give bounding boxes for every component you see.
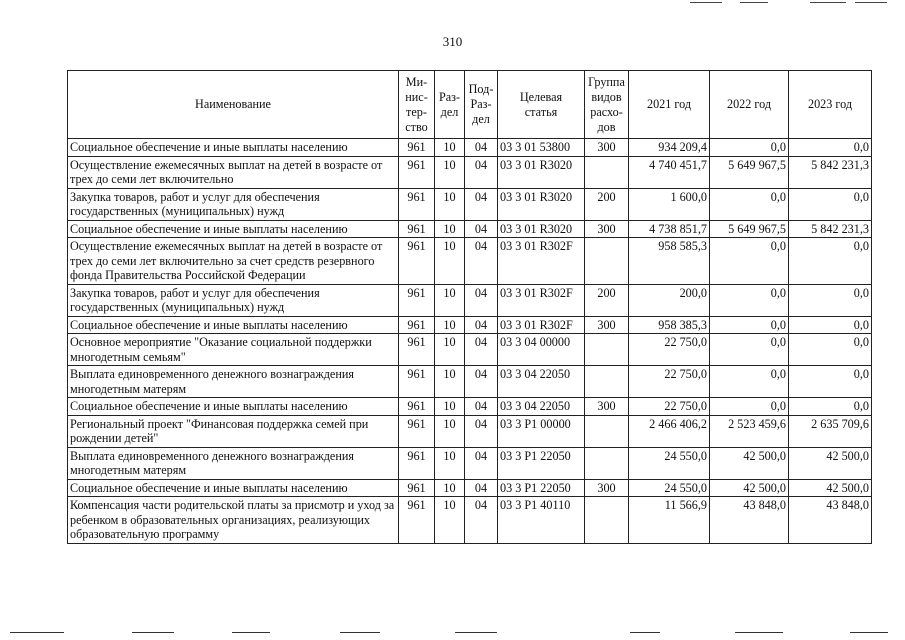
table-row — [68, 447, 872, 479]
header-2021: 2021 год — [629, 71, 710, 139]
cell-expense-group — [585, 238, 629, 285]
header-target-article: Целевая статья — [498, 71, 585, 139]
cell-ministry: 961 — [399, 238, 435, 285]
scan-artifact-line — [740, 2, 768, 3]
budget-table — [67, 70, 872, 544]
cell-name: Компенсация части родительской платы за присмотр и уход за ребенком в образовательных организациях, реализующих образовательную программу — [68, 497, 399, 544]
table-row — [68, 334, 872, 366]
cell-ministry: 961 — [399, 398, 435, 416]
cell-ministry: 961 — [399, 415, 435, 447]
header-ministry: Ми- нис- тер- ство — [399, 71, 435, 139]
table-row — [68, 479, 872, 497]
cell-expense-group: 300 — [585, 398, 629, 416]
cell-subsection: 04 — [465, 447, 498, 479]
cell-subsection: 04 — [465, 415, 498, 447]
cell-subsection: 04 — [465, 366, 498, 398]
cell-subsection: 04 — [465, 220, 498, 238]
cell-2022: 0,0 — [710, 188, 789, 220]
cell-expense-group: 300 — [585, 479, 629, 497]
cell-2023: 5 842 231,3 — [789, 220, 872, 238]
scan-artifact-line — [132, 632, 174, 633]
cell-2022: 42 500,0 — [710, 447, 789, 479]
table-row — [68, 398, 872, 416]
cell-2023: 42 500,0 — [789, 479, 872, 497]
cell-name: Социальное обеспечение и иные выплаты населению — [68, 220, 399, 238]
cell-section: 10 — [435, 284, 465, 316]
cell-2023: 0,0 — [789, 316, 872, 334]
scan-artifact-line — [232, 632, 270, 633]
table-row — [68, 284, 872, 316]
cell-2022: 5 649 967,5 — [710, 220, 789, 238]
cell-2022: 43 848,0 — [710, 497, 789, 544]
scan-artifact-line — [735, 632, 783, 633]
cell-ministry: 961 — [399, 284, 435, 316]
cell-2021: 2 466 406,2 — [629, 415, 710, 447]
table-row — [68, 366, 872, 398]
scan-artifact-line — [455, 632, 497, 633]
cell-section: 10 — [435, 188, 465, 220]
cell-name: Социальное обеспечение и иные выплаты населению — [68, 398, 399, 416]
cell-target-article: 03 3 01 R3020 — [498, 188, 585, 220]
cell-2021: 11 566,9 — [629, 497, 710, 544]
table-row — [68, 497, 872, 544]
cell-target-article: 03 3 04 22050 — [498, 398, 585, 416]
scan-artifact-line — [850, 632, 888, 633]
scan-artifact-line — [10, 632, 64, 633]
cell-subsection: 04 — [465, 479, 498, 497]
cell-2023: 2 635 709,6 — [789, 415, 872, 447]
cell-subsection: 04 — [465, 316, 498, 334]
cell-2021: 200,0 — [629, 284, 710, 316]
cell-name: Осуществление ежемесячных выплат на детей в возрасте от трех до семи лет включительно за счет средств резервного фонда Правительства Российской Федерации — [68, 238, 399, 285]
cell-ministry: 961 — [399, 220, 435, 238]
cell-2022: 0,0 — [710, 334, 789, 366]
scan-artifact-line — [855, 2, 887, 3]
cell-2023: 0,0 — [789, 366, 872, 398]
cell-2022: 42 500,0 — [710, 479, 789, 497]
cell-section: 10 — [435, 497, 465, 544]
cell-section: 10 — [435, 316, 465, 334]
cell-target-article: 03 3 01 R3020 — [498, 220, 585, 238]
cell-section: 10 — [435, 238, 465, 285]
cell-target-article: 03 3 P1 40110 — [498, 497, 585, 544]
table-row — [68, 139, 872, 157]
cell-2021: 958 385,3 — [629, 316, 710, 334]
cell-name: Закупка товаров, работ и услуг для обеспечения государственных (муниципальных) нужд — [68, 284, 399, 316]
cell-name: Выплата единовременного денежного вознаграждения многодетным матерям — [68, 366, 399, 398]
table-header-row — [68, 71, 872, 139]
cell-2021: 22 750,0 — [629, 366, 710, 398]
cell-target-article: 03 3 P1 00000 — [498, 415, 585, 447]
cell-expense-group — [585, 156, 629, 188]
cell-2022: 0,0 — [710, 238, 789, 285]
cell-expense-group — [585, 447, 629, 479]
cell-section: 10 — [435, 415, 465, 447]
header-subsection: Под- Раз- дел — [465, 71, 498, 139]
header-expense-group: Группа видов расхо- дов — [585, 71, 629, 139]
cell-name: Выплата единовременного денежного вознаграждения многодетным матерям — [68, 447, 399, 479]
cell-2021: 22 750,0 — [629, 334, 710, 366]
cell-expense-group: 200 — [585, 188, 629, 220]
cell-2021: 22 750,0 — [629, 398, 710, 416]
cell-expense-group: 300 — [585, 220, 629, 238]
cell-2023: 0,0 — [789, 238, 872, 285]
table-row — [68, 415, 872, 447]
cell-subsection: 04 — [465, 156, 498, 188]
table-row — [68, 238, 872, 285]
cell-name: Социальное обеспечение и иные выплаты населению — [68, 316, 399, 334]
cell-ministry: 961 — [399, 316, 435, 334]
cell-2021: 24 550,0 — [629, 447, 710, 479]
cell-ministry: 961 — [399, 334, 435, 366]
cell-ministry: 961 — [399, 366, 435, 398]
cell-2022: 0,0 — [710, 316, 789, 334]
cell-ministry: 961 — [399, 497, 435, 544]
cell-ministry: 961 — [399, 188, 435, 220]
cell-subsection: 04 — [465, 334, 498, 366]
header-name: Наименование — [68, 71, 399, 139]
cell-expense-group — [585, 366, 629, 398]
cell-target-article: 03 3 P1 22050 — [498, 479, 585, 497]
cell-subsection: 04 — [465, 139, 498, 157]
cell-2021: 934 209,4 — [629, 139, 710, 157]
cell-expense-group: 300 — [585, 139, 629, 157]
cell-2022: 0,0 — [710, 398, 789, 416]
cell-target-article: 03 3 01 R302F — [498, 316, 585, 334]
cell-2022: 0,0 — [710, 366, 789, 398]
cell-2021: 1 600,0 — [629, 188, 710, 220]
scan-artifact-line — [810, 2, 846, 3]
cell-section: 10 — [435, 447, 465, 479]
cell-target-article: 03 3 04 00000 — [498, 334, 585, 366]
cell-target-article: 03 3 01 53800 — [498, 139, 585, 157]
cell-2023: 0,0 — [789, 398, 872, 416]
cell-name: Закупка товаров, работ и услуг для обеспечения государственных (муниципальных) нужд — [68, 188, 399, 220]
cell-expense-group: 300 — [585, 316, 629, 334]
cell-2023: 5 842 231,3 — [789, 156, 872, 188]
header-2023: 2023 год — [789, 71, 872, 139]
cell-ministry: 961 — [399, 139, 435, 157]
scan-artifact-line — [630, 632, 660, 633]
cell-section: 10 — [435, 479, 465, 497]
cell-2022: 2 523 459,6 — [710, 415, 789, 447]
cell-2023: 0,0 — [789, 139, 872, 157]
scan-artifact-line — [340, 632, 380, 633]
cell-2023: 0,0 — [789, 284, 872, 316]
cell-target-article: 03 3 01 R3020 — [498, 156, 585, 188]
table-row — [68, 316, 872, 334]
cell-2021: 4 738 851,7 — [629, 220, 710, 238]
cell-section: 10 — [435, 366, 465, 398]
table-row — [68, 188, 872, 220]
cell-2022: 5 649 967,5 — [710, 156, 789, 188]
cell-name: Социальное обеспечение и иные выплаты населению — [68, 479, 399, 497]
cell-target-article: 03 3 P1 22050 — [498, 447, 585, 479]
cell-2023: 0,0 — [789, 334, 872, 366]
cell-section: 10 — [435, 220, 465, 238]
cell-subsection: 04 — [465, 398, 498, 416]
cell-section: 10 — [435, 334, 465, 366]
cell-name: Социальное обеспечение и иные выплаты населению — [68, 139, 399, 157]
cell-ministry: 961 — [399, 156, 435, 188]
cell-expense-group: 200 — [585, 284, 629, 316]
cell-subsection: 04 — [465, 238, 498, 285]
cell-ministry: 961 — [399, 447, 435, 479]
cell-name: Региональный проект "Финансовая поддержка семей при рождении детей" — [68, 415, 399, 447]
cell-2022: 0,0 — [710, 284, 789, 316]
cell-target-article: 03 3 04 22050 — [498, 366, 585, 398]
cell-subsection: 04 — [465, 497, 498, 544]
page-number: 310 — [442, 34, 463, 49]
header-section: Раз- дел — [435, 71, 465, 139]
cell-name: Осуществление ежемесячных выплат на детей в возрасте от трех до семи лет включительно — [68, 156, 399, 188]
cell-section: 10 — [435, 398, 465, 416]
cell-2022: 0,0 — [710, 139, 789, 157]
cell-section: 10 — [435, 156, 465, 188]
cell-subsection: 04 — [465, 284, 498, 316]
cell-expense-group — [585, 415, 629, 447]
cell-2023: 42 500,0 — [789, 447, 872, 479]
cell-target-article: 03 3 01 R302F — [498, 284, 585, 316]
table-row — [68, 156, 872, 188]
scan-artifact-line — [690, 2, 722, 3]
cell-target-article: 03 3 01 R302F — [498, 238, 585, 285]
cell-2021: 958 585,3 — [629, 238, 710, 285]
cell-section: 10 — [435, 139, 465, 157]
cell-2021: 4 740 451,7 — [629, 156, 710, 188]
cell-expense-group — [585, 334, 629, 366]
table-row — [68, 220, 872, 238]
cell-name: Основное мероприятие "Оказание социальной поддержки многодетным семьям" — [68, 334, 399, 366]
header-2022: 2022 год — [710, 71, 789, 139]
cell-expense-group — [585, 497, 629, 544]
cell-2023: 43 848,0 — [789, 497, 872, 544]
cell-subsection: 04 — [465, 188, 498, 220]
cell-ministry: 961 — [399, 479, 435, 497]
cell-2023: 0,0 — [789, 188, 872, 220]
cell-2021: 24 550,0 — [629, 479, 710, 497]
